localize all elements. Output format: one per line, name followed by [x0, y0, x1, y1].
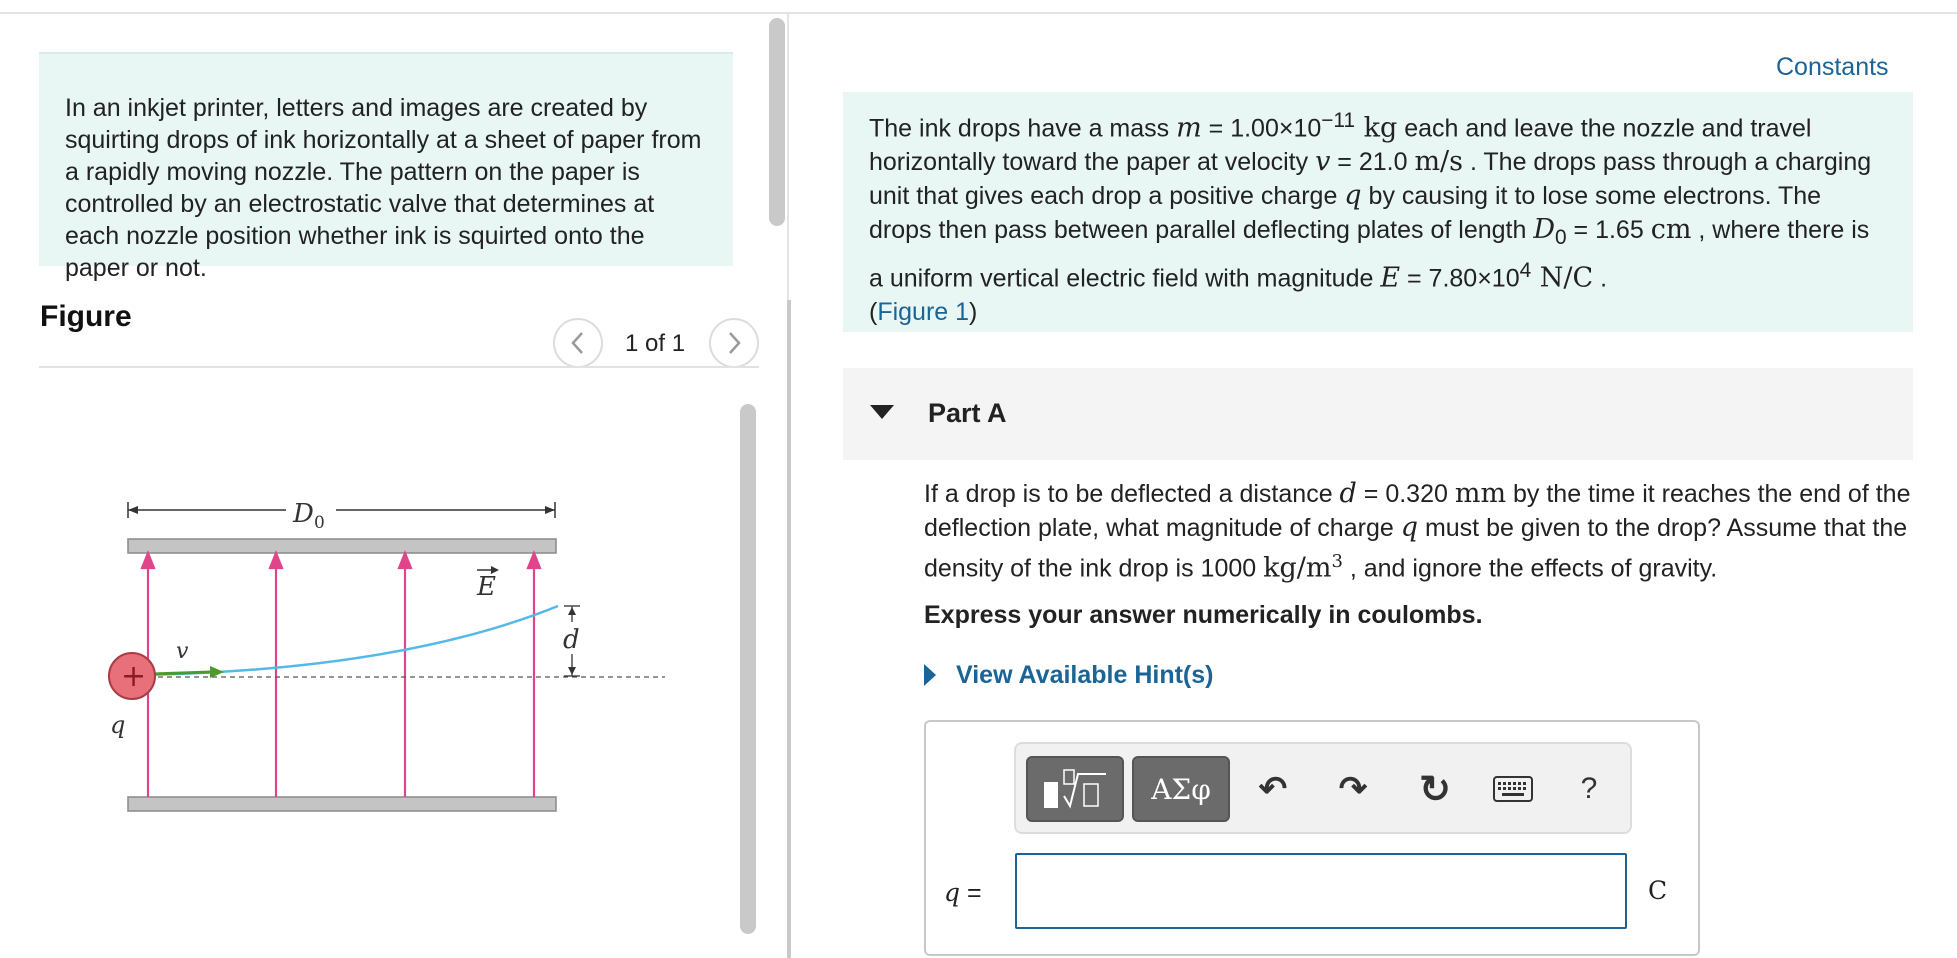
answer-instructions: Express your answer numerically in coulombs. [924, 601, 1483, 629]
problem-text: . [1593, 264, 1608, 293]
velocity-arrow [152, 639, 224, 678]
answer-label [944, 878, 982, 908]
length-unit: cm [1650, 214, 1692, 246]
answer-equals: = [960, 879, 982, 907]
intro-paragraph: In an inkjet printer, letters and images are created by squirting drops of ink horizontally at a sheet of paper from a rapidly moving nozzle. The pattern on the paper is controlled by an electrostatic valve that determines at each nozzle position whether ink is squirted onto the paper or not. [65, 94, 702, 282]
problem-text: The ink drops have a mass [869, 114, 1177, 143]
drop-trajectory [140, 606, 558, 675]
plate-length-subscript: 0 [314, 513, 325, 533]
length-subscript: 0 [1555, 226, 1567, 250]
caret-down-icon[interactable] [870, 405, 894, 419]
deflection-unit: mm [1454, 478, 1507, 509]
part-a-title[interactable]: Part A [928, 398, 1007, 428]
top-deflecting-plate [128, 539, 556, 553]
next-figure-button[interactable] [709, 318, 759, 368]
figure-counter: 1 of 1 [625, 330, 686, 357]
question-segment: , and ignore the effects of gravity. [1342, 554, 1718, 583]
caret-right-icon[interactable] [924, 664, 936, 686]
problem-text: , where there is a uniform vertical electric field with magnitude [869, 216, 1870, 293]
problem-text: . The drops pass through a charging unit that gives each drop a positive charge [869, 148, 1872, 211]
length-symbol: D [1533, 214, 1555, 246]
undo-icon[interactable]: ↶ [1258, 770, 1288, 808]
constants-link[interactable]: Constants [1776, 53, 1889, 81]
field-unit: N/C [1531, 262, 1594, 294]
redo-icon[interactable]: ↷ [1338, 770, 1368, 808]
top-divider [0, 12, 1957, 14]
reset-icon[interactable]: ↻ [1419, 768, 1451, 811]
velocity-symbol: v [1315, 146, 1331, 178]
answer-unit: C [1648, 876, 1668, 905]
help-icon[interactable]: ? [1580, 772, 1598, 805]
question-segment: must be given to the drop? Assume that the density of the ink drop is 1000 [924, 514, 1908, 583]
question-segment: by the time it reaches the end of the deflection plate, what magnitude of charge [924, 480, 1911, 542]
chevron-left-icon [569, 330, 587, 356]
problem-text: = 7.80×10 [1400, 264, 1520, 293]
answer-variable: q [944, 878, 961, 907]
charged-drop [109, 653, 155, 699]
velocity-symbol: v [176, 639, 189, 664]
field-symbol: E [477, 572, 496, 602]
field-label [476, 566, 499, 602]
keyboard-glyph [1493, 775, 1533, 803]
question-segment: = 0.320 [1356, 480, 1455, 508]
question-text [924, 477, 1914, 585]
plus-sign: + [121, 659, 147, 694]
intro-scrollbar[interactable] [769, 18, 785, 226]
problem-statement [843, 92, 1913, 332]
problem-text: ) [969, 297, 978, 326]
charge-symbol: q [1400, 512, 1418, 543]
problem-text: ( [869, 297, 878, 326]
panel-scrollbar[interactable] [787, 300, 791, 958]
mass-exponent: −11 [1321, 109, 1356, 132]
plate-length-label: D [293, 499, 314, 529]
problem-text: by causing it to lose some electrons. The drops then pass between parallel deflecting plates of length [869, 182, 1822, 245]
charge-symbol: q [1344, 180, 1362, 212]
greek-symbols-button[interactable]: ΑΣφ [1132, 756, 1230, 822]
field-symbol: E [1380, 262, 1401, 294]
figure-title: Figure [40, 300, 132, 333]
figure-link[interactable]: Figure 1 [877, 297, 970, 326]
deflection-symbol: d [563, 625, 580, 655]
mass-symbol: m [1176, 112, 1202, 144]
velocity-unit: m/s [1414, 146, 1464, 178]
bottom-deflecting-plate [128, 797, 556, 811]
answer-input[interactable] [1015, 853, 1627, 929]
view-hints-link[interactable]: View Available Hint(s) [956, 661, 1214, 689]
intro-text [39, 52, 733, 282]
problem-text: each and leave the nozzle and travel horizontally toward the paper at velocity [869, 114, 1812, 177]
previous-figure-button[interactable] [553, 318, 603, 368]
keyboard-icon[interactable] [1490, 764, 1536, 814]
charge-symbol: q [110, 711, 126, 739]
fraction-root-icon [1040, 766, 1110, 812]
chevron-right-icon [725, 330, 743, 356]
density-unit: kg/m [1263, 552, 1332, 584]
figure-divider [39, 366, 759, 368]
templates-button[interactable] [1026, 756, 1124, 822]
field-exponent: 4 [1519, 259, 1532, 283]
math-toolbar [1014, 742, 1632, 834]
question-segment: If a drop is to be deflected a distance [924, 480, 1340, 508]
problem-text: = 1.00×10 [1201, 114, 1322, 143]
inkjet-deflection-diagram [100, 480, 680, 840]
deflection-symbol: d [1339, 478, 1357, 509]
deflection-dimension [562, 606, 582, 676]
mass-unit: kg [1355, 112, 1398, 144]
figure-scrollbar[interactable] [740, 404, 756, 934]
density-exponent: 3 [1331, 551, 1343, 572]
plate-length-dimension [128, 494, 555, 533]
problem-text: = 1.65 [1566, 216, 1651, 245]
problem-text: = 21.0 [1330, 148, 1415, 177]
